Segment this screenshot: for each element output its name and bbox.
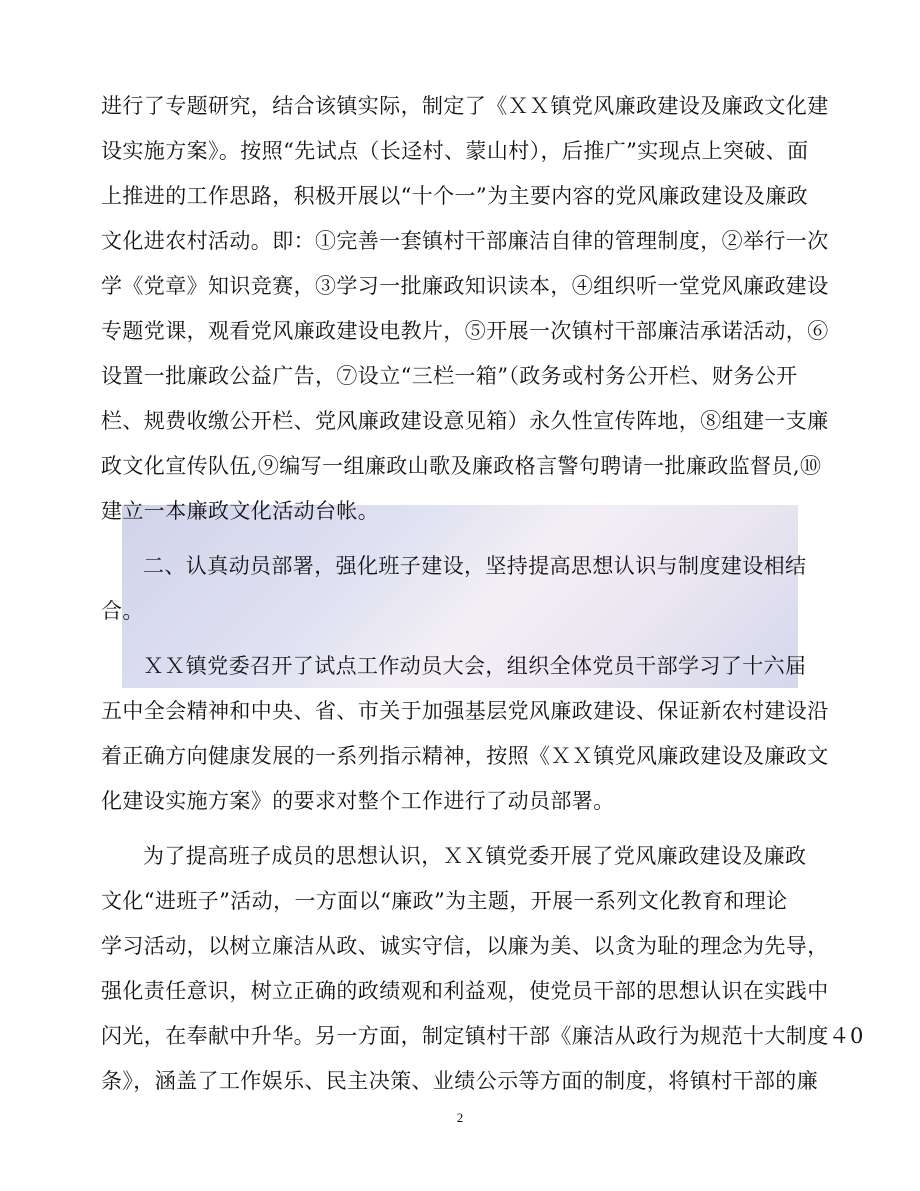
section-heading-2 — [101, 544, 821, 634]
paragraph-1 — [101, 84, 829, 534]
text-line: 化建设实施方案》的要求对整个工作进行了动员部署。 — [101, 789, 615, 813]
text-line: 专题党课，观看党风廉政建设电教片，⑤开展一次镇村干部廉洁承诺活动，⑥ — [101, 319, 829, 343]
text-line: 设置一批廉政公益广告，⑦设立“三栏一箱”（政务或村务公开栏、财务公开 — [101, 364, 798, 388]
text-line: 学《党章》知识竞赛，③学习一批廉政知识读本，④组织听一堂党风廉政建设 — [101, 274, 829, 298]
text-line: 进行了专题研究，结合该镇实际，制定了《ＸＸ镇党风廉政建设及廉政文化建 — [101, 94, 829, 118]
paragraph-3 — [101, 644, 829, 824]
page-number: 2 — [456, 1110, 464, 1125]
text-line: 闪光，在奉献中升华。另一方面，制定镇村干部《廉洁从政行为规范十大制度４0 — [101, 1024, 864, 1048]
text-line: 上推进的工作思路，积极开展以“十个一”为主要内容的党风廉政建设及廉政 — [101, 184, 809, 208]
text-line: 为了提高班子成员的思想认识，ＸＸ镇党委开展了党风廉政建设及廉政 — [143, 844, 807, 868]
text-line: 五中全会精神和中央、省、市关于加强基层党风廉政建设、保证新农村建设沿 — [101, 699, 829, 723]
text-line: 政文化宣传队伍,⑨编写一组廉政山歌及廉政格言警句聘请一批廉政监督员,⑩ — [101, 454, 822, 478]
text-line: 学习活动，以树立廉洁从政、诚实守信，以廉为美、以贪为耻的理念为先导， — [101, 934, 829, 958]
text-line: 着正确方向健康发展的一系列指示精神，按照《ＸＸ镇党风廉政建设及廉政文 — [101, 744, 829, 768]
text-line: ＸＸ镇党委召开了试点工作动员大会，组织全体党员干部学习了十六届 — [143, 654, 807, 678]
paragraph-4 — [101, 834, 864, 1104]
heading-line: 合。 — [101, 599, 144, 623]
text-line: 强化责任意识，树立正确的政绩观和利益观，使党员干部的思想认识在实践中 — [101, 979, 829, 1003]
document-body — [101, 84, 864, 1104]
text-line: 栏、规费收缴公开栏、党风廉政建设意见箱）永久性宣传阵地，⑧组建一支廉 — [101, 409, 829, 433]
text-line: 建立一本廉政文化活动台帐。 — [101, 499, 380, 523]
heading-line: 二、认真动员部署，强化班子建设，坚持提高思想认识与制度建设相结 — [143, 554, 807, 578]
text-line: 文化进农村活动。即：①完善一套镇村干部廉洁自律的管理制度，②举行一次 — [101, 229, 829, 253]
text-line: 条》，涵盖了工作娱乐、民主决策、业绩公示等方面的制度，将镇村干部的廉 — [101, 1069, 819, 1093]
text-line: 文化“进班子”活动，一方面以“廉政”为主题，开展一系列文化教育和理论 — [101, 889, 788, 913]
text-line: 设实施方案》。按照“先试点（长迳村、蒙山村），后推广”实现点上突破、面 — [101, 139, 809, 163]
